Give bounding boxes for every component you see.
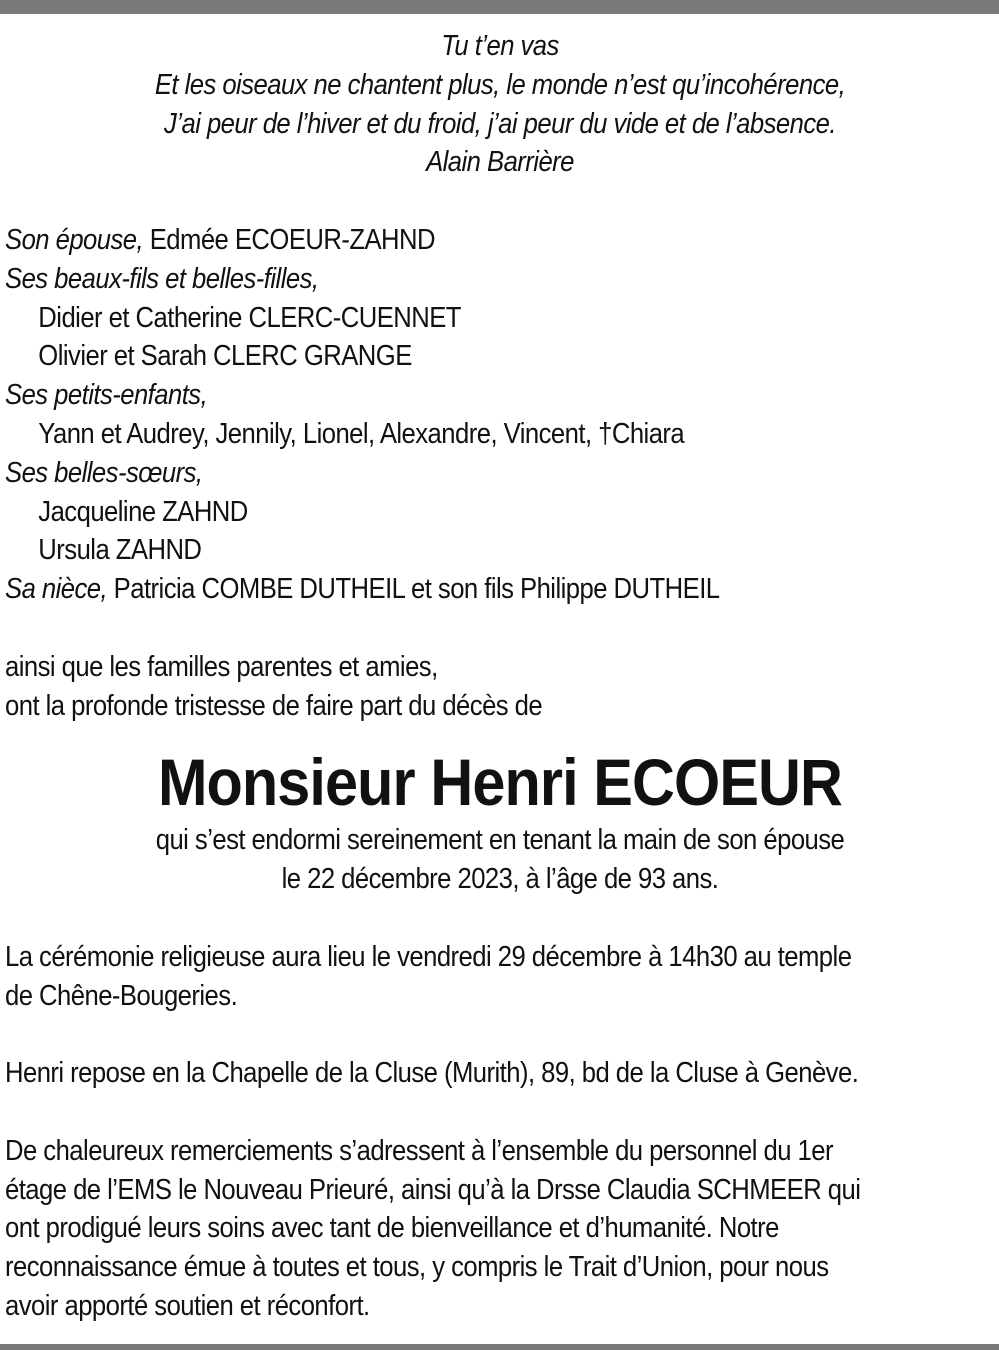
poem-line: Et les oiseaux ne chantent plus, le monde n’est qu’incohérence,: [154, 68, 846, 101]
rest-line: Henri repose en la Chapelle de la Cluse (Murith), 89, bd de la Cluse à Genève.: [5, 1057, 859, 1090]
ceremony-info: [5, 938, 995, 1016]
stepchild-entry: Didier et Catherine CLERC-CUENNET: [38, 301, 461, 334]
announcement-line: ainsi que les familles parentes et amies,: [5, 650, 438, 683]
deceased-detail-line: qui s’est endormi sereinement en tenant la main de son épouse: [155, 824, 845, 857]
niece-name: Patricia COMBE DUTHEIL et son fils Philippe DUTHEIL: [107, 573, 720, 606]
sister-entry: Jacqueline ZAHND: [38, 495, 248, 528]
niece-line: [5, 570, 995, 609]
stepchild-entry: Olivier et Sarah CLERC GRANGE: [38, 340, 412, 373]
announcement: [5, 648, 995, 726]
family-list: [5, 221, 995, 609]
spouse-label: Son épouse,: [5, 223, 144, 256]
sisters-label: Ses belles-sœurs,: [5, 456, 203, 489]
deceased-details: [5, 821, 995, 899]
poem-line: Tu t’en vas: [441, 30, 559, 62]
deceased-name: Monsieur Henri ECOEUR: [157, 745, 843, 820]
grandchildren-label: Ses petits-enfants,: [5, 379, 208, 412]
thanks-line: reconnaissance émue à toutes et tous, y compris le Trait d’Union, pour nous: [5, 1251, 829, 1284]
bottom-border: [0, 1344, 999, 1350]
thanks-line: étage de l’EMS le Nouveau Prieuré, ainsi qu’à la Drsse Claudia SCHMEER qui: [5, 1173, 861, 1206]
spouse-line: [5, 221, 995, 260]
poem-author: Alain Barrière: [426, 146, 574, 179]
spouse-name: Edmée ECOEUR-ZAHND: [143, 223, 436, 256]
sister-entry: Ursula ZAHND: [38, 534, 202, 567]
deceased-detail-line: le 22 décembre 2023, à l’âge de 93 ans.: [281, 863, 719, 896]
grandchildren-names: Yann et Audrey, Jennily, Lionel, Alexandre, Vincent, †Chiara: [38, 417, 685, 450]
thanks-paragraph: [5, 1132, 995, 1326]
ceremony-line: de Chêne-Bougeries.: [5, 979, 238, 1012]
announcement-line: ont la profonde tristesse de faire part du décès de: [5, 689, 543, 722]
poem-quote: [5, 27, 995, 182]
top-border: [0, 0, 999, 14]
rest-info: [5, 1054, 995, 1093]
thanks-line: avoir apporté soutien et réconfort.: [5, 1289, 370, 1322]
poem-line: J’ai peur de l’hiver et du froid, j’ai peur du vide et de l’absence.: [164, 107, 836, 140]
niece-label: Sa nièce,: [5, 573, 108, 606]
stepchildren-label: Ses beaux-fils et belles-filles,: [5, 262, 319, 295]
thanks-line: ont prodigué leurs soins avec tant de bienveillance et d’humanité. Notre: [5, 1212, 779, 1245]
thanks-line: De chaleureux remerciements s’adressent à l’ensemble du personnel du 1er: [5, 1134, 833, 1167]
obituary-notice: [5, 27, 995, 1326]
ceremony-line: La cérémonie religieuse aura lieu le vendredi 29 décembre à 14h30 au temple: [5, 940, 852, 973]
